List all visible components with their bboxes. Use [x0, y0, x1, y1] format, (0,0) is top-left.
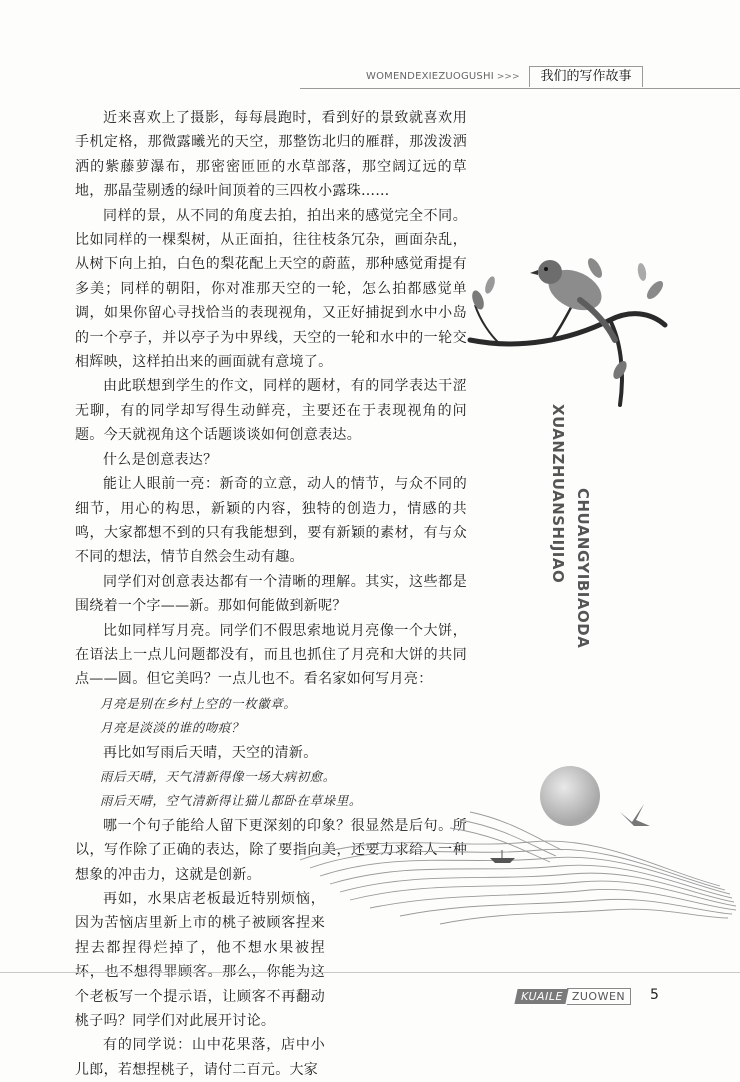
paragraph: 再如，水果店老板最近特别烦恼，因为苦恼店里新上市的桃子被顾客捏来捏去都捏得烂掉了，他不想水果被捏坏，也不想得罪顾客。那么，你能为这个老板写一个提示语，让顾客不再翻动桃子吗？同学们对此展开讨论。: [75, 891, 325, 1030]
side-title-pinyin: CHUANGYIBIAODA: [574, 488, 592, 649]
paragraph: 有的同学说：山中花果落，店中小儿郎，若想捏桃子，请付二百元。大家: [75, 1037, 325, 1078]
example-sentence: 月亮是淡淡的谁的吻痕？: [100, 720, 245, 736]
moon-and-waves-illustration: [300, 760, 740, 950]
header-pinyin: WOMENDEXIEZUOGUSHI: [366, 71, 494, 82]
running-header: [366, 66, 643, 87]
paragraph: 由此联想到学生的作文，同样的题材，有的同学表达干涩无聊，有的同学却写得生动鲜亮，主要还在于表现视角的问题。今天就视角这个话题谈谈如何创意表达。: [75, 378, 467, 444]
paragraph: 哪一个句子能给人留下更深刻的印象？很显然是后句。所以，写作除了正确的表达，除了要指向美，还要力求给人一种想象的冲击力，这就是创新。: [75, 817, 467, 883]
paragraph: 再比如写雨后天晴，天空的清新。: [103, 744, 318, 761]
example-sentence: 雨后天晴，空气清新得让猫儿都卧在草垛里。: [100, 793, 363, 809]
bird-on-branch-illustration: [460, 220, 680, 420]
paragraph: 同样的景，从不同的角度去拍，拍出来的感觉完全不同。比如同样的一棵梨树，从正面拍，往往枝条冗杂，画面杂乱，从树下向上拍，白色的梨花配上天空的蔚蓝，那种感觉甭提有多美；同样的朝阳，你对准那天空的一轮，怎么拍都感觉单调，如果你留心寻找恰当的表现视角，又正好捕捉到水中小岛的一个亭子，并以亭子为中界线，天空的一轮和水中的一轮交相辉映，这样拍出来的画面就有意境了。: [75, 207, 467, 371]
footer-rule: [0, 972, 740, 973]
magazine-logo: [516, 988, 631, 1005]
paragraph: 什么是创意表达？: [103, 451, 218, 468]
side-title-pinyin: XUANZHUANSHIJIAO: [549, 404, 567, 584]
header-rule: [300, 88, 740, 89]
paragraph: 同学们对创意表达都有一个清晰的理解。其实，这些都是围绕着一个字——新。那如何能做到新呢？: [75, 573, 467, 615]
header-arrows: >>>: [496, 71, 520, 82]
page-number: 5: [650, 987, 659, 1003]
paragraph: 能让人眼前一亮：新奇的立意，动人的情节，与众不同的细节，用心的构思，新颖的内容，独特的创造力，情感的共鸣，大家都想不到的只有我能想到，要有新颖的素材，有与众不同的想法，情节自然会生动有趣。: [75, 476, 467, 566]
paragraph: 近来喜欢上了摄影，每每晨跑时，看到好的景致就喜欢用手机定格，那微露曦光的天空，那整饬北归的雁群，那泼泼洒洒的紫藤萝瀑布，那密密匝匝的水草部落，那空阔辽远的草地，那晶莹剔透的绿叶间顶着的三四枚小露珠……: [75, 110, 467, 200]
section-title: 我们的写作故事: [529, 66, 642, 87]
logo-part-zuowen: ZUOWEN: [567, 988, 631, 1005]
example-sentence: 雨后天晴，天气清新得像一场大病初愈。: [100, 768, 336, 784]
paragraph: 比如同样写月亮。同学们不假思索地说月亮像一个大饼，在语法上一点儿问题都没有，而且也抓住了月亮和大饼的共同点——圆。但它美吗？一点儿也不。看名家如何写月亮：: [75, 622, 467, 688]
logo-part-kuaile: KUAILE: [514, 989, 568, 1004]
example-sentence: 月亮是别在乡村上空的一枚徽章。: [100, 695, 297, 711]
